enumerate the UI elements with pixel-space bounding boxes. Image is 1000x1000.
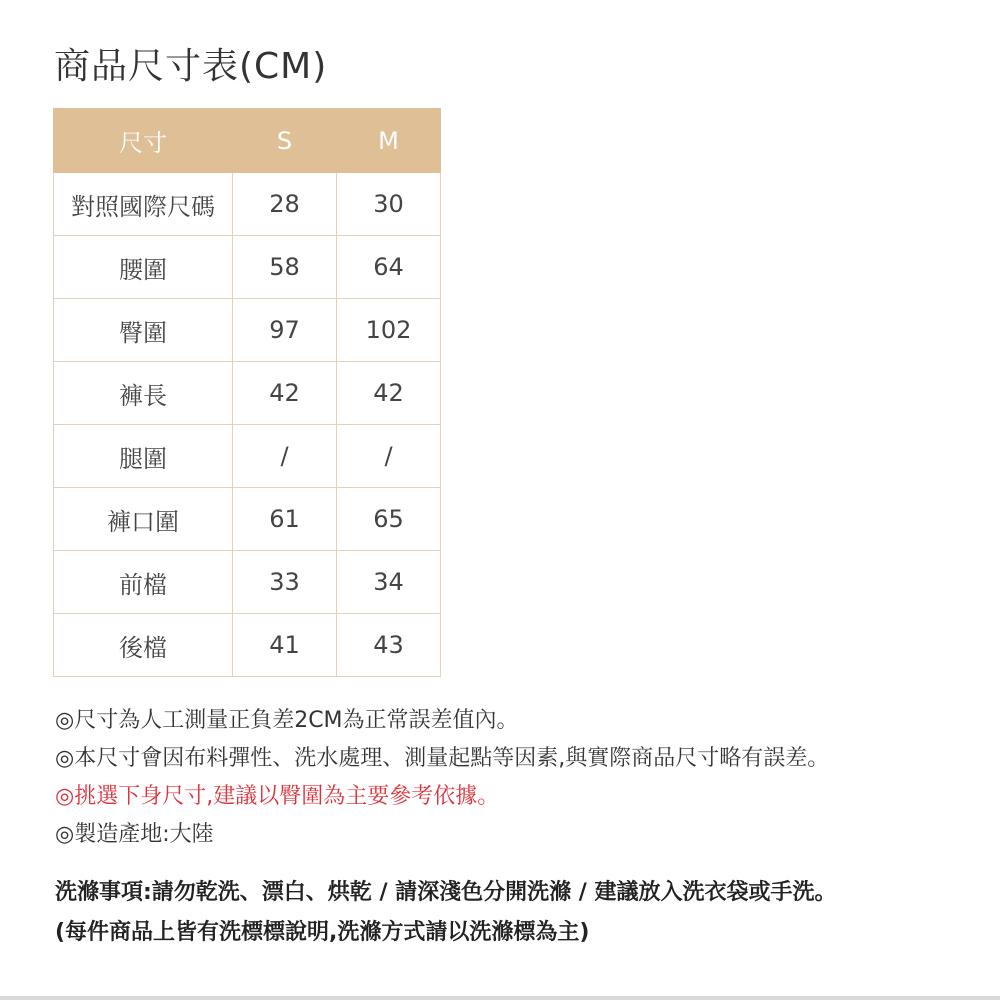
cell-m: 34 — [337, 551, 441, 614]
cell-m: 43 — [337, 614, 441, 677]
cell-s: 33 — [233, 551, 337, 614]
note-measurement-tolerance: ◎尺寸為人工測量正負差2CM為正常誤差值內。 — [55, 708, 519, 733]
wash-instructions — [55, 873, 980, 953]
table-row — [54, 299, 441, 362]
cell-s: 28 — [233, 173, 337, 236]
row-label: 前檔 — [54, 551, 233, 614]
cell-m: 64 — [337, 236, 441, 299]
header-size: 尺寸 — [54, 109, 233, 173]
cell-m: 65 — [337, 488, 441, 551]
table-header-row — [54, 109, 441, 173]
size-table — [53, 108, 441, 677]
table-row — [54, 425, 441, 488]
wash-instructions-main: 洗滌事項:請勿乾洗、漂白、烘乾 / 請深淺色分開洗滌 / 建議放入洗衣袋或手洗。 — [55, 880, 837, 905]
cell-m: / — [337, 425, 441, 488]
row-label: 褲長 — [54, 362, 233, 425]
bottom-divider — [0, 996, 1000, 1000]
row-label: 腰圍 — [54, 236, 233, 299]
cell-s: / — [233, 425, 337, 488]
row-label: 褲口圍 — [54, 488, 233, 551]
cell-s: 61 — [233, 488, 337, 551]
row-label: 對照國際尺碼 — [54, 173, 233, 236]
cell-m: 42 — [337, 362, 441, 425]
table-row — [54, 614, 441, 677]
cell-m: 30 — [337, 173, 441, 236]
table-row — [54, 362, 441, 425]
note-size-variance: ◎本尺寸會因布料彈性、洗水處理、測量起點等因素,與實際商品尺寸略有誤差。 — [55, 746, 830, 771]
row-label: 後檔 — [54, 614, 233, 677]
notes-section — [55, 702, 980, 854]
table-row — [54, 173, 441, 236]
cell-s: 97 — [233, 299, 337, 362]
cell-s: 41 — [233, 614, 337, 677]
cell-s: 42 — [233, 362, 337, 425]
cell-m: 102 — [337, 299, 441, 362]
header-m: M — [337, 109, 441, 173]
note-origin: ◎製造產地:大陸 — [55, 822, 214, 847]
page-title: 商品尺寸表(CM) — [54, 46, 328, 87]
table-row — [54, 488, 441, 551]
table-row — [54, 236, 441, 299]
wash-instructions-note: (每件商品上皆有洗標標說明,洗滌方式請以洗滌標為主) — [55, 920, 590, 945]
note-size-selection-tip: ◎挑選下身尺寸,建議以臀圍為主要參考依據。 — [55, 784, 500, 809]
row-label: 臀圍 — [54, 299, 233, 362]
header-s: S — [233, 109, 337, 173]
row-label: 腿圍 — [54, 425, 233, 488]
table-row — [54, 551, 441, 614]
cell-s: 58 — [233, 236, 337, 299]
